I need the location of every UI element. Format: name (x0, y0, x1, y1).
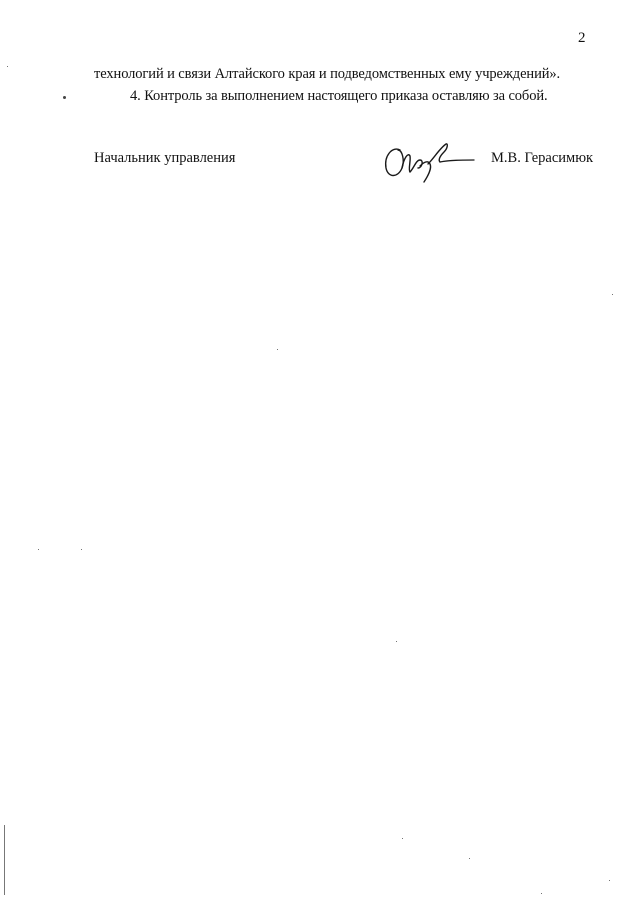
scan-speck (612, 294, 613, 295)
scan-speck (396, 641, 397, 642)
scan-speck (277, 349, 278, 350)
scan-speck (38, 549, 39, 550)
scan-speck (609, 880, 610, 881)
signer-name: М.В. Герасимюк (491, 150, 594, 166)
scan-edge-line (4, 825, 5, 895)
scan-speck (541, 893, 542, 894)
scan-speck (7, 66, 8, 67)
handwritten-signature (378, 138, 478, 184)
paragraph-continuation: технологий и связи Алтайского края и подведомственных ему учреждений». (94, 66, 561, 82)
scan-speck (469, 858, 470, 859)
paragraph-item-4: 4. Контроль за выполнением настоящего приказа оставляю за собой. (130, 88, 548, 104)
scan-speck (402, 838, 403, 839)
page-number: 2 (578, 30, 586, 46)
signer-position-title: Начальник управления (94, 150, 236, 166)
scan-speck (81, 549, 82, 550)
signature-block (0, 138, 640, 188)
scan-speck (63, 96, 66, 99)
